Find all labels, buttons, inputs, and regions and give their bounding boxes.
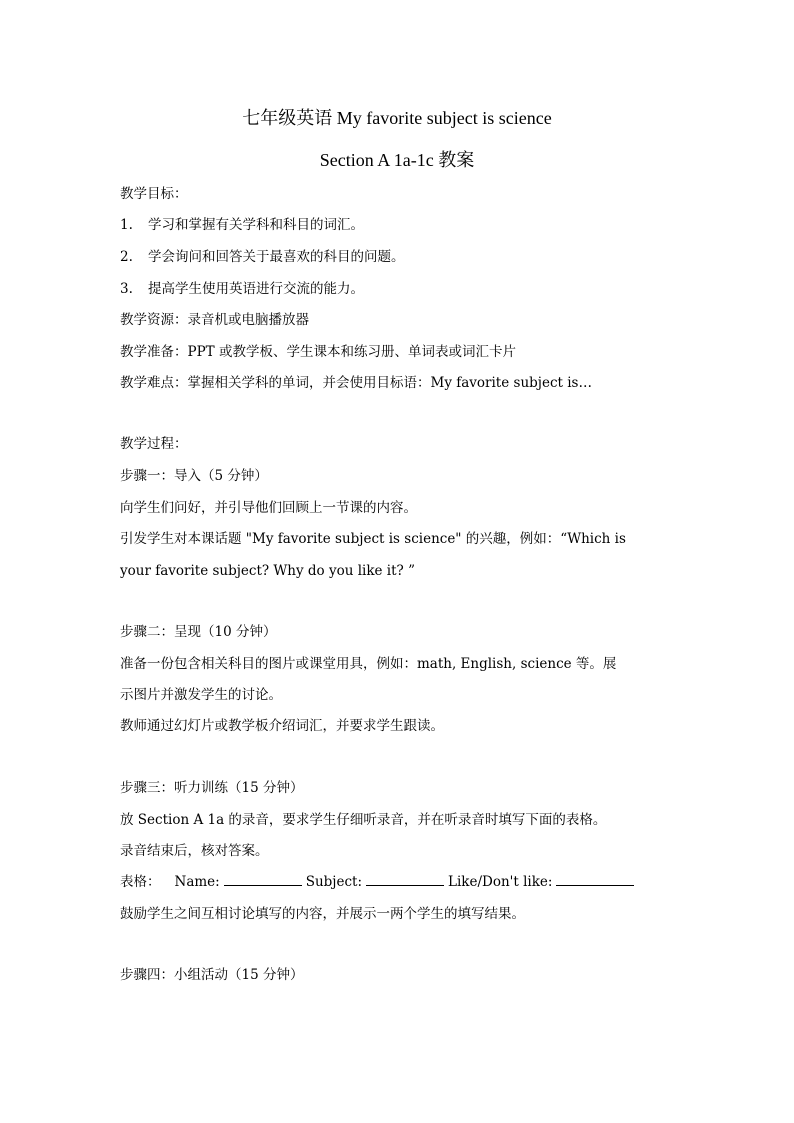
step1-paragraph: 向学生们问好，并引导他们回顾上一节课的内容。	[120, 500, 417, 516]
step2-paragraph: 教师通过幻灯片或教学板介绍词汇，并要求学生跟读。	[120, 718, 444, 734]
objective-item	[120, 215, 680, 235]
step4-heading: 步骤四：小组活动（15 分钟）	[120, 967, 304, 983]
step2-heading: 步骤二：呈现（10 分钟）	[120, 624, 277, 640]
objective-item	[120, 247, 680, 267]
objective-number: 3.	[120, 281, 133, 297]
objective-number: 1.	[120, 217, 133, 233]
teaching-resources: 教学资源：录音机或电脑播放器	[120, 312, 309, 328]
objective-item	[120, 279, 680, 299]
subject-blank	[366, 873, 444, 886]
step3-paragraph: 放 Section A 1a 的录音，要求学生仔细听录音，并在听录音时填写下面的表格。	[120, 812, 607, 828]
step3-heading: 步骤三：听力训练（15 分钟）	[120, 780, 304, 796]
fill-in-table	[120, 872, 680, 892]
teaching-preparation: 教学准备：PPT 或教学板、学生课本和练习册、单词表或词汇卡片	[120, 344, 516, 360]
table-label: 表格：	[120, 874, 161, 890]
objective-text: 提高学生使用英语进行交流的能力。	[148, 281, 364, 297]
subject-label: Subject:	[305, 874, 362, 890]
teaching-difficulty: 教学难点：掌握相关学科的单词，并会使用目标语：My favorite subject is…	[120, 375, 592, 391]
step2-paragraph: 准备一份包含相关科目的图片或课堂用具，例如：math, English, science 等。展	[120, 656, 617, 672]
objective-text: 学习和掌握有关学科和科目的词汇。	[148, 217, 364, 233]
step1-paragraph: 引发学生对本课话题 "My favorite subject is science" 的兴趣，例如：“Which is	[120, 531, 626, 547]
step2-paragraph-cont: 示图片并激发学生的讨论。	[120, 687, 282, 703]
objective-number: 2.	[120, 249, 133, 265]
step1-heading: 步骤一：导入（5 分钟）	[120, 468, 268, 484]
document-subtitle: Section A 1a-1c 教案	[319, 150, 475, 170]
name-label: Name:	[174, 874, 220, 890]
process-heading: 教学过程：	[120, 436, 188, 452]
step3-paragraph-cont: 录音结束后，核对答案。	[120, 843, 269, 859]
step1-paragraph-cont: your favorite subject? Why do you like it? ”	[120, 563, 415, 579]
objective-text: 学会询问和回答关于最喜欢的科目的问题。	[148, 249, 405, 265]
like-blank	[556, 873, 634, 886]
document-title: 七年级英语 My favorite subject is science	[242, 108, 552, 128]
name-blank	[224, 873, 302, 886]
like-label: Like/Don't like:	[448, 874, 553, 890]
objectives-heading: 教学目标：	[120, 186, 188, 202]
step3-paragraph: 鼓励学生之间互相讨论填写的内容，并展示一两个学生的填写结果。	[120, 906, 525, 922]
